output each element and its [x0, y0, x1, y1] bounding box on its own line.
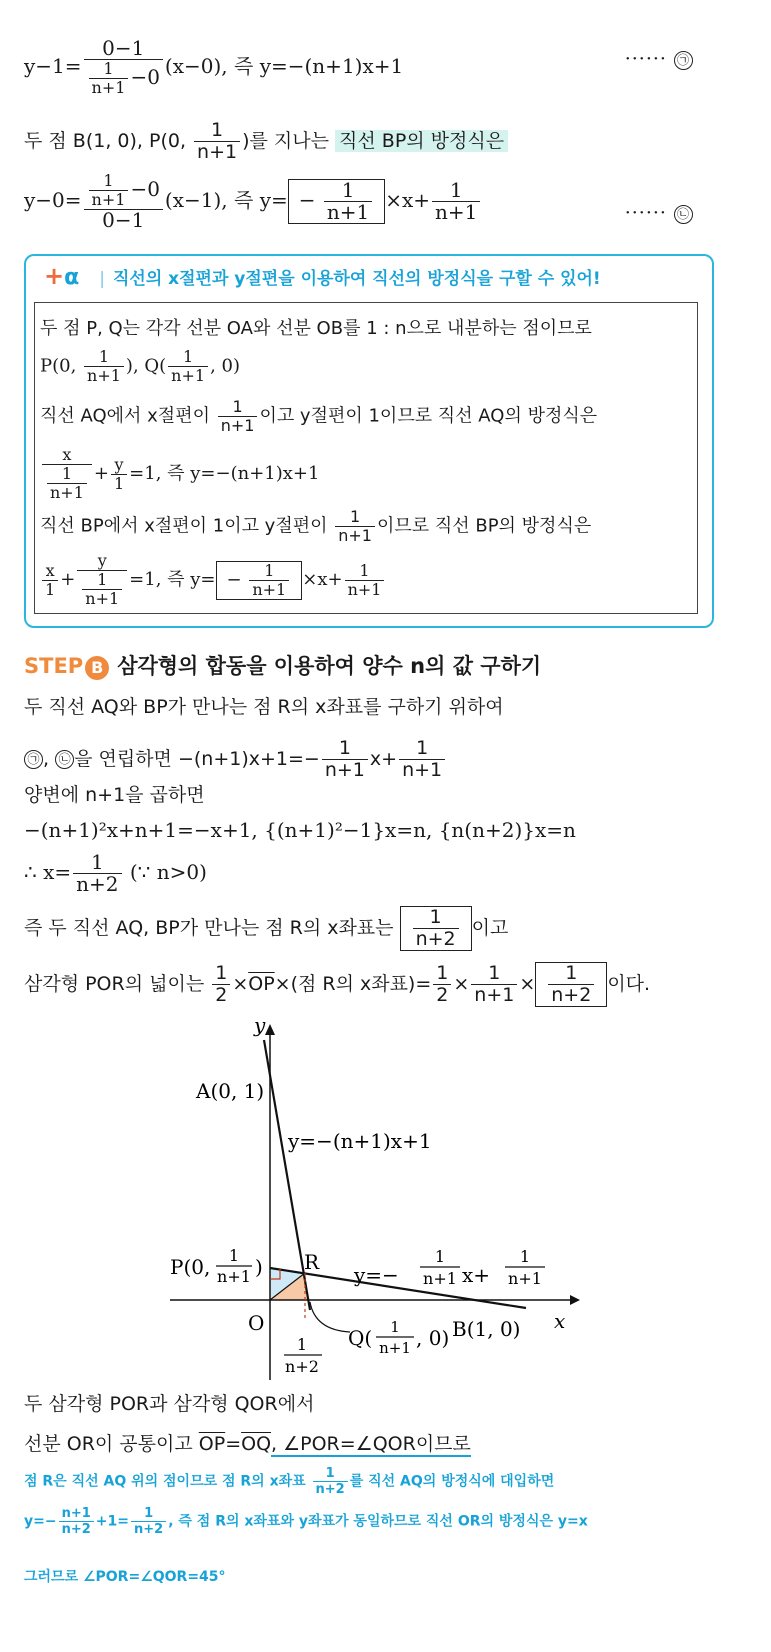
- svg-text:1: 1: [390, 1318, 400, 1336]
- answer-box-2: − $\frac{1}{n+1}$: [216, 561, 303, 600]
- x-axis-arrow: [570, 1295, 580, 1305]
- equation-line-bp: y−0= $\frac{1}{n+1}$ −0 0−1 (x−1), 즉 y= − $\frac{1}{n+1}$ ×x+ $\frac{1}{n+1}$: [24, 172, 482, 231]
- r-x-coordinate: 1: [296, 1335, 308, 1354]
- point-a-label: A(0, 1): [196, 1079, 265, 1103]
- statement-line-bp: 두 점 B(1, 0), P(0, $\frac{1}{n+1}$ )를 지나는 직선 BP의 방정식은: [24, 120, 508, 163]
- svg-text:1: 1: [434, 1247, 446, 1266]
- point-q-label: Q(: [348, 1326, 373, 1350]
- step-line-5: ∴ x= $\frac{1}{n+2}$ (∵ n>0): [24, 850, 207, 896]
- y-axis-arrow: [265, 1024, 275, 1035]
- note-line-1: 점 R은 직선 AQ 위의 점이므로 점 R의 x좌표 $\frac{1}{n+2}$ 를 직선 AQ의 방정식에 대입하면: [24, 1466, 555, 1497]
- step-badge: B: [85, 656, 109, 680]
- tip-line-5: 직선 BP에서 x절편이 1이고 y절편이 $\frac{1}{n+1}$ 이므로 직선 BP의 방정식은: [40, 507, 592, 545]
- svg-text:x+: x+: [462, 1263, 491, 1287]
- q-pointer: [310, 1302, 350, 1332]
- svg-text:n+2: n+2: [285, 1357, 319, 1376]
- step-line-8: 두 삼각형 POR과 삼각형 QOR에서: [24, 1393, 315, 1415]
- tip-header: +α | 직선의 x절편과 y절편을 이용하여 직선의 방정식을 구할 수 있어!: [44, 262, 601, 290]
- step-heading: STEP B 삼각형의 합동을 이용하여 양수 n의 값 구하기: [24, 654, 542, 678]
- svg-text:n+1: n+1: [508, 1269, 542, 1288]
- svg-text:): ): [255, 1255, 263, 1279]
- fraction-slope: 0−1 $\frac{1}{n+1}$ −0: [84, 38, 163, 97]
- step-line-9: 선분 OR이 공통이고 $\overline{OP}=\overline{OQ}$, ∠POR=∠QOR이므로: [24, 1433, 471, 1455]
- svg-text:n+1: n+1: [423, 1269, 457, 1288]
- answer-box-4: $\frac{1}{n+2}$: [535, 962, 607, 1007]
- answer-box-3: $\frac{1}{n+2}$: [400, 906, 472, 951]
- svg-text:1: 1: [228, 1246, 240, 1265]
- note-line-3: 그러므로 ∠POR=∠QOR=45°: [24, 1569, 226, 1585]
- highlight-bp: 직선 BP의 방정식은: [335, 130, 508, 152]
- step-line-1: 두 직선 AQ와 BP가 만나는 점 R의 x좌표를 구하기 위하여: [24, 696, 504, 718]
- svg-text:, 0): , 0): [416, 1326, 450, 1350]
- tip-line-2: P(0, $\frac{1}{n+1}$ ), Q( $\frac{1}{n+1}$ , 0): [40, 347, 240, 385]
- y-axis-label: y: [254, 1013, 266, 1037]
- step-line-7: 삼각형 POR의 넓이는 $\frac{1}{2}$ $\times\overline{OP}\times$(점 R의 x좌표)= $\frac{1}{2}$ × $\frac{1}{n+1}$ × $\frac{1}{n+2}$ 이다.: [24, 962, 651, 1006]
- point-p-label: P(0,: [170, 1255, 211, 1279]
- step-line-3: 양변에 n+1을 곱하면: [24, 784, 205, 806]
- point-r-label: R: [304, 1250, 320, 1274]
- point-b-label: B(1, 0): [452, 1317, 521, 1341]
- underline-angles: , ∠POR=∠QOR이므로: [271, 1433, 471, 1455]
- line-aq-label: y=−(n+1)x+1: [288, 1129, 432, 1153]
- svg-text:1: 1: [519, 1247, 531, 1266]
- step-line-2: ㉠ , ㉡ 을 연립하면 −(n+1)x+1=− $\frac{1}{n+1}$ x+ $\frac{1}{n+1}$: [24, 738, 447, 781]
- line-bp-label: y=−: [354, 1263, 399, 1287]
- answer-box-1: − $\frac{1}{n+1}$: [288, 179, 386, 224]
- step-line-4: −(n+1)²x+n+1=−x+1, {(n+1)²−1}x=n, {n(n+2)}x=n: [24, 818, 576, 842]
- note-line-2: y=− $\frac{n+1}{n+2}$ +1= $\frac{1}{n+2}$ , 즉 점 R의 x좌표와 y좌표가 동일하므로 직선 OR의 방정식은 y=x: [24, 1506, 588, 1537]
- equation-marker-2: ······ ㉡: [625, 202, 693, 224]
- equation-line-aq: y−1= 0−1 $\frac{1}{n+1}$ −0 (x−0), 즉 y=−(n+1)x+1: [24, 36, 404, 97]
- equation-marker-1: ······ ㉠: [625, 48, 693, 70]
- svg-text:n+1: n+1: [379, 1339, 411, 1357]
- svg-text:n+1: n+1: [217, 1267, 251, 1286]
- step-line-6: 즉 두 직선 AQ, BP가 만나는 점 R의 x좌표는 $\frac{1}{n+2}$ 이고: [24, 906, 509, 950]
- plus-icon: +: [44, 262, 65, 290]
- tip-line-1: 두 점 P, Q는 각각 선분 OA와 선분 OB를 1 : n으로 내분하는 점이므로: [40, 318, 592, 339]
- tip-line-4: $\frac{x}{\frac{1}{n+1}}$ + $\frac{y}{1}$ =1, 즉 y=−(n+1)x+1: [40, 446, 319, 502]
- tip-line-6: $\frac{x}{1}$ + $\frac{y}{\frac{1}{n+1}}$ =1, 즉 y= − $\frac{1}{n+1}$ ×x+ $\frac{1}{n+1}$: [40, 552, 386, 608]
- alpha-icon: α: [64, 265, 80, 290]
- origin-label: O: [248, 1311, 265, 1335]
- coordinate-graph: [150, 1010, 590, 1390]
- x-axis-label: x: [554, 1309, 566, 1333]
- tip-line-3: 직선 AQ에서 x절편이 $\frac{1}{n+1}$ 이고 y절편이 1이므로 직선 AQ의 방정식은: [40, 397, 598, 435]
